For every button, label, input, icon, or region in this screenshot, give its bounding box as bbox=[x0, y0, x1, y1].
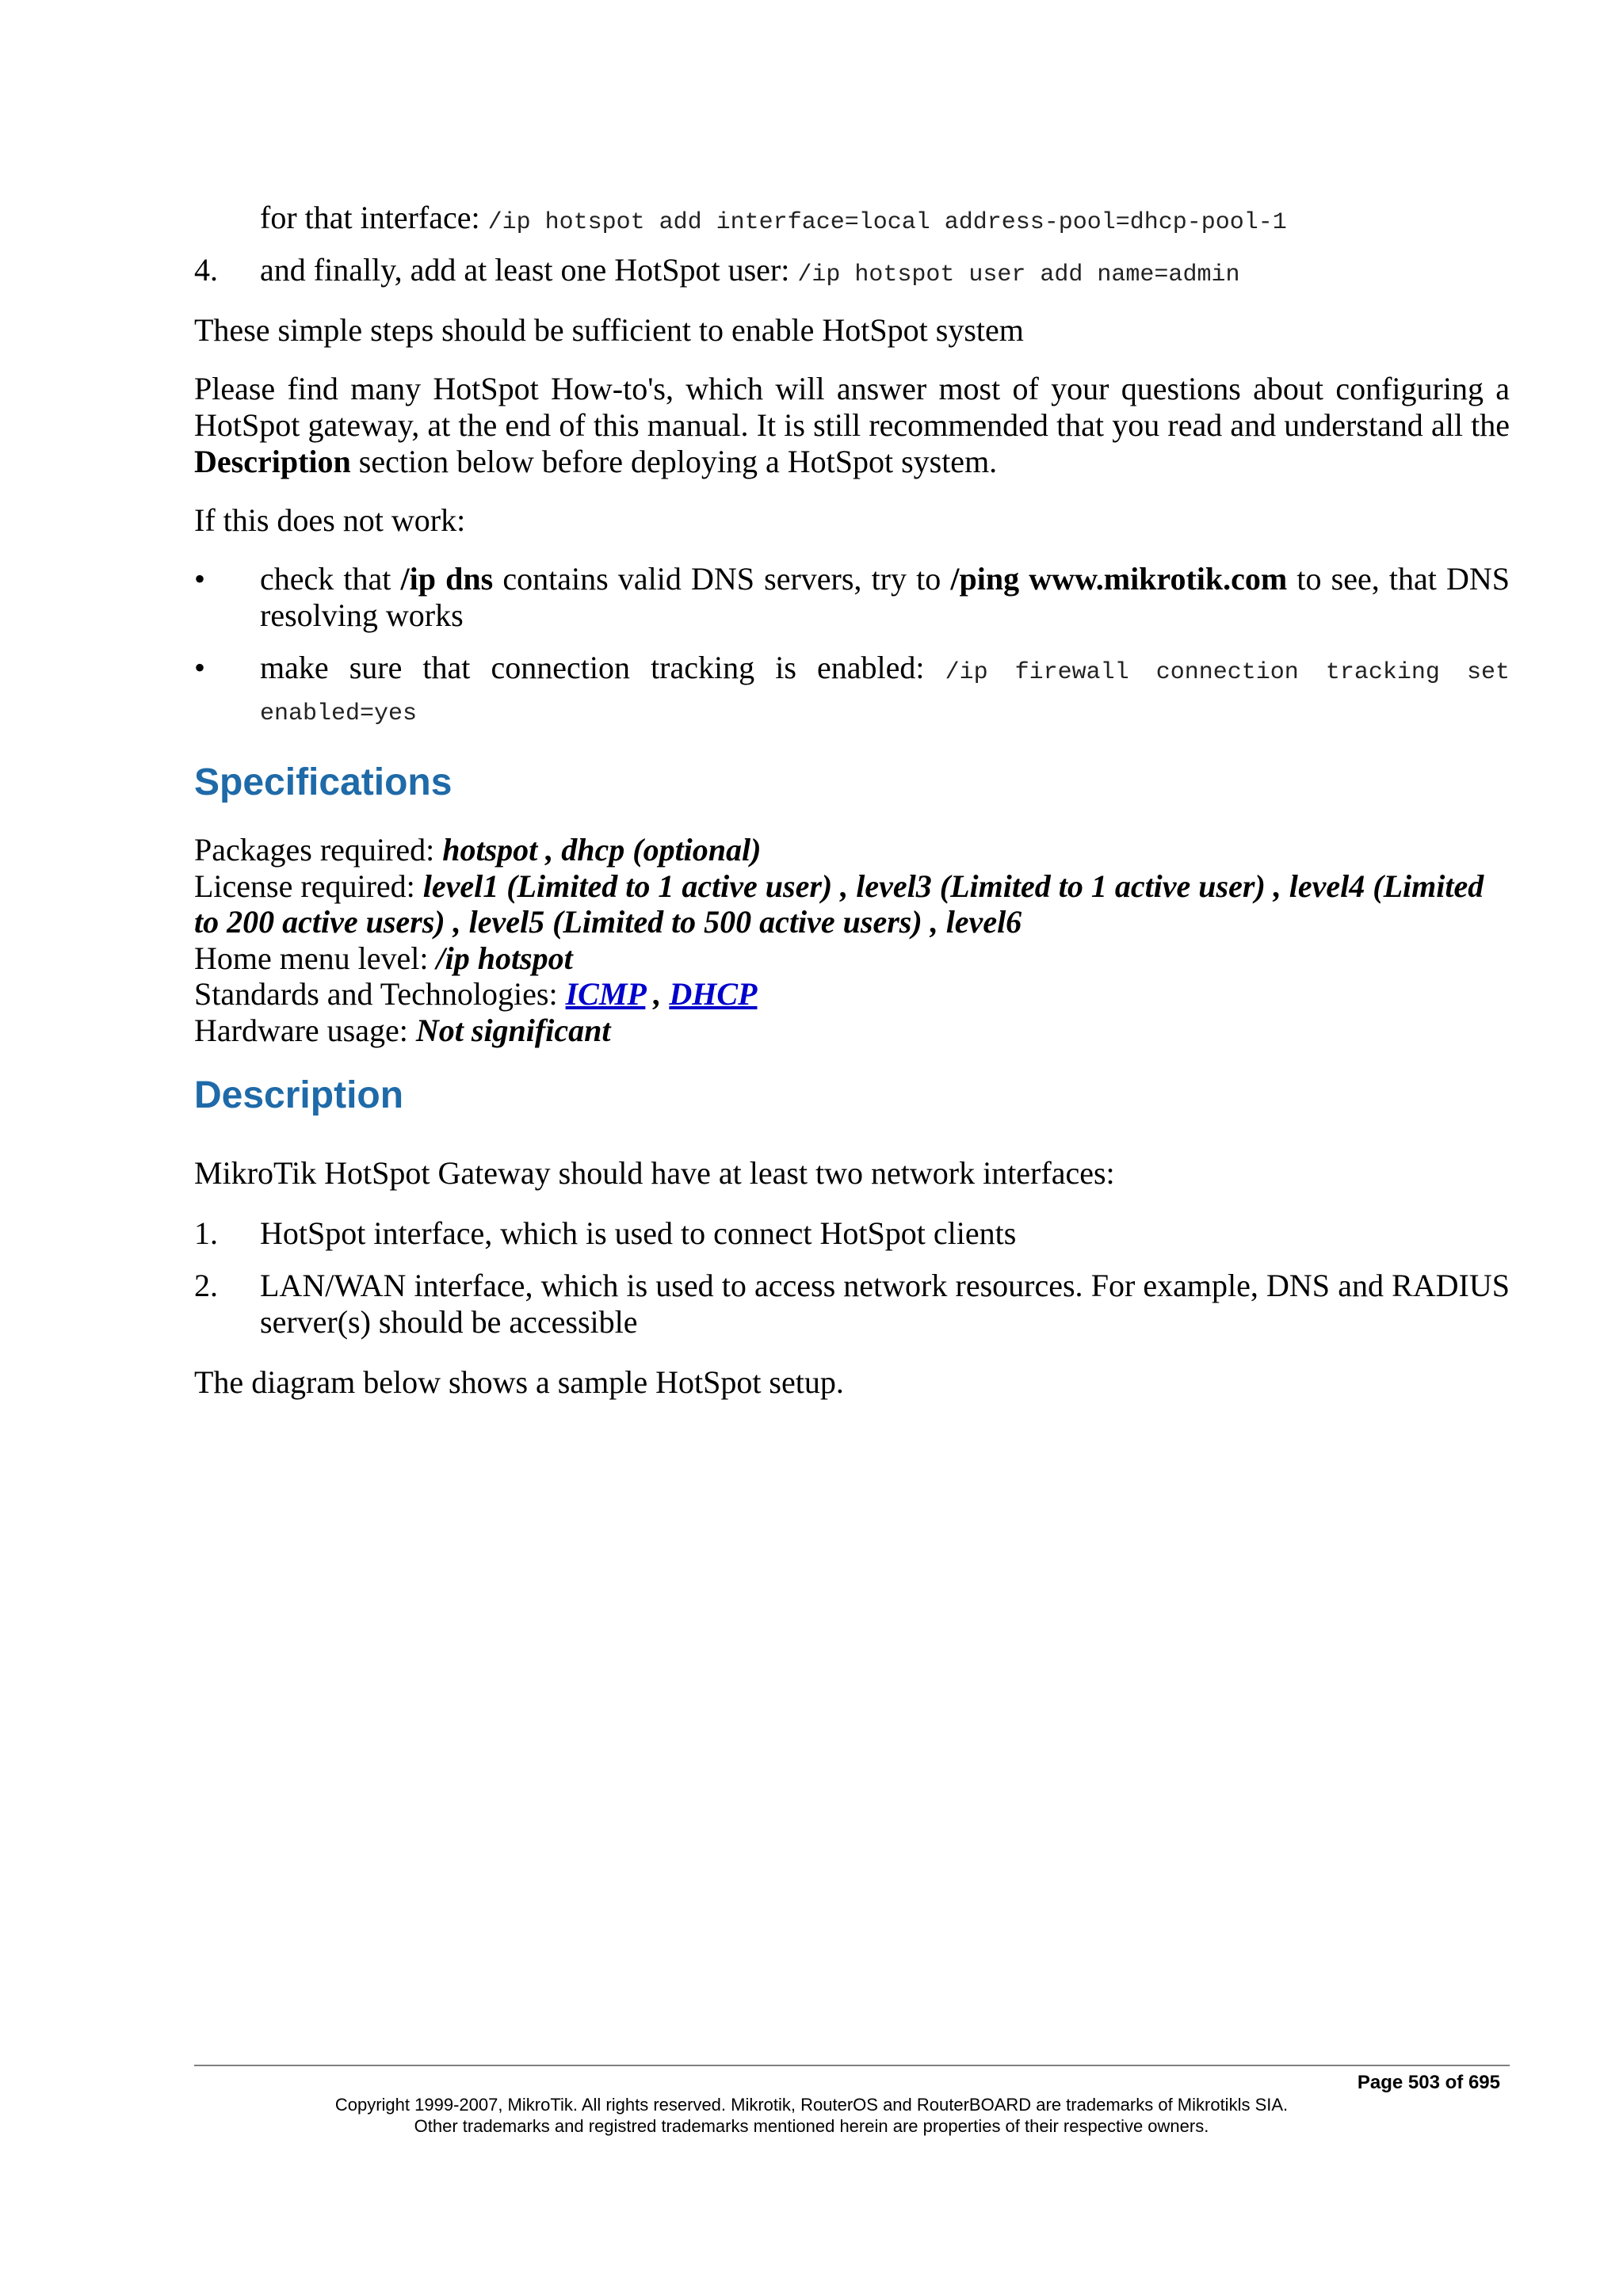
icmp-link[interactable]: ICMP bbox=[565, 976, 646, 1012]
license-required: License required: level1 (Limited to 1 active user) , level3 (Limited to 1 active user) , level4 (Limited to 200 active users) , level5 (Limited to 500 active users) , level6 bbox=[194, 868, 1484, 940]
description-paragraph-1: MikroTik HotSpot Gateway should have at least two network interfaces: bbox=[194, 1155, 1115, 1191]
dhcp-link[interactable]: DHCP bbox=[669, 976, 758, 1012]
item-1-number: 1. bbox=[194, 1215, 218, 1251]
connection-tracking-code: /ip firewall connection tracking set enabled=yes bbox=[260, 659, 1510, 727]
hardware-usage: Hardware usage: Not significant bbox=[194, 1012, 611, 1048]
step-4-text: and finally, add at least one HotSpot user: bbox=[260, 252, 798, 288]
step-3-text: for that interface: bbox=[260, 200, 488, 235]
bullet: • bbox=[194, 561, 206, 597]
page-number: Page 503 of 695 bbox=[1357, 2072, 1500, 2093]
step-3-code: /ip hotspot add interface=local address-pool=dhcp-pool-1 bbox=[487, 209, 1287, 236]
footer-divider bbox=[194, 2065, 1510, 2066]
intro-paragraph-3: If this does not work: bbox=[194, 502, 466, 538]
step-4-number: 4. bbox=[194, 252, 218, 288]
standards-and-technologies: Standards and Technologies: ICMP , DHCP bbox=[194, 976, 758, 1012]
packages-required: Packages required: hotspot , dhcp (optional) bbox=[194, 832, 762, 868]
step-4-code: /ip hotspot user add name=admin bbox=[797, 261, 1240, 288]
home-menu-level: Home menu level: /ip hotspot bbox=[194, 940, 573, 976]
specifications-heading: Specifications bbox=[194, 761, 453, 803]
description-bold: Description bbox=[194, 444, 351, 479]
copyright-line-1: Copyright 1999-2007, MikroTik. All rights reserved. Mikrotik, RouterOS and RouterBOARD are trademarks of Mikrotikls SIA. bbox=[334, 2095, 1289, 2115]
copyright-line-2: Other trademarks and registred trademarks mentioned herein are properties of their respective owners. bbox=[414, 2116, 1209, 2136]
item-2-number: 2. bbox=[194, 1268, 218, 1303]
bullet: • bbox=[194, 650, 206, 685]
description-heading: Description bbox=[194, 1074, 404, 1116]
specifications-block bbox=[194, 832, 1510, 1048]
description-paragraph-2: The diagram below shows a sample HotSpot setup. bbox=[194, 1364, 844, 1400]
intro-paragraph-2: Please find many HotSpot How-to's, which will answer most of your questions about configuring a HotSpot gateway, at the end of this manual. It is still recommended that you read and understand all the Description section below before deploying a HotSpot system. bbox=[194, 371, 1510, 479]
intro-paragraph-1: These simple steps should be sufficient to enable HotSpot system bbox=[194, 312, 1024, 348]
